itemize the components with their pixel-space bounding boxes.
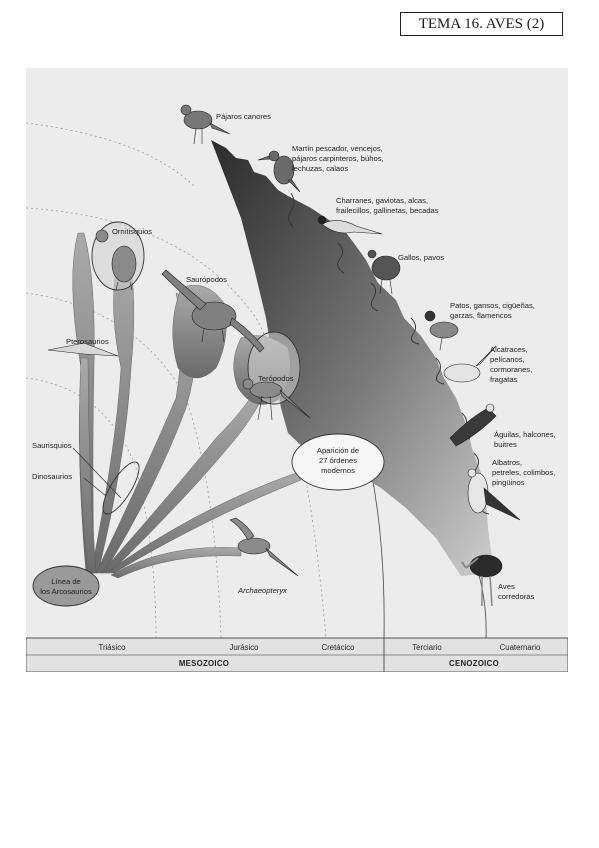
label-alcatraces-4: fragatas [490, 375, 518, 384]
page-title: TEMA 16. AVES (2) [400, 12, 563, 36]
label-albatros-3: pingüinos [492, 478, 525, 487]
label-pajaros-canores: Pájaros canores [216, 112, 271, 121]
label-aparicion-1: Aparición de [316, 446, 360, 455]
label-alcatraces-3: cormoranes, [490, 365, 533, 374]
to-birds-branch [106, 473, 301, 573]
label-albatros-1: Albatros, [492, 458, 522, 467]
label-patos-2: garzas, flamencos [450, 311, 512, 320]
label-linea-2: los Arcosaurios [40, 587, 92, 596]
label-gallos: Gallos, pavos [398, 253, 445, 262]
label-martin-3: lechuzas, calaos [292, 164, 349, 173]
period-triasico: Triásico [98, 643, 126, 652]
era-cenozoico: CENOZOICO [449, 659, 499, 668]
label-patos-1: Patos, gansos, cigüeñas, [450, 301, 535, 310]
songbird-icon [181, 105, 230, 144]
label-alcatraces-2: pelícanos, [490, 355, 525, 364]
label-aparicion-2: 27 órdenes [319, 456, 357, 465]
label-aguilas-1: Águilas, halcones, [494, 430, 556, 439]
label-dinosaurios: Dinosaurios [32, 472, 73, 481]
archosaur-root-ellipse [33, 566, 99, 606]
label-teropodos: Terópodos [258, 374, 294, 383]
label-corredoras-1: Aves [498, 582, 515, 591]
period-terciario: Terciario [412, 643, 442, 652]
period-cretacico: Cretácico [321, 643, 355, 652]
label-corredoras-2: corredoras [498, 592, 535, 601]
era-mesozoico: MESOZOICO [178, 659, 230, 668]
label-saurisquios: Saurisquios [32, 441, 72, 450]
pelican-icon [444, 346, 496, 382]
label-linea-1: Línea de [51, 577, 81, 586]
label-archaeopteryx: Archaeopteryx [238, 586, 287, 595]
phylogeny-figure [26, 68, 568, 672]
archaeopteryx-icon [230, 518, 298, 576]
label-aparicion-3: modernos [321, 466, 355, 475]
label-charranes-1: Charranes, gaviotas, alcas, [336, 196, 429, 205]
label-pterosaurios: Pterosaurios [66, 337, 109, 346]
label-ornitisquios: Ornitisquios [112, 227, 153, 236]
label-martin-2: pájaros carpinteros, búhos, [292, 154, 384, 163]
phylogeny-diagram [26, 68, 568, 672]
label-alcatraces-1: Alcatraces, [490, 345, 528, 354]
time-bar [26, 638, 568, 672]
label-aguilas-2: buitres [494, 440, 517, 449]
period-cuaternario: Cuaternario [499, 643, 541, 652]
label-sauropodos: Saurópodos [186, 275, 227, 284]
label-martin-1: Martín pescador, vencejos, [292, 144, 383, 153]
label-charranes-2: frailecillos, gallinetas, becadas [336, 206, 439, 215]
label-albatros-2: petreles, colimbos, [492, 468, 556, 477]
period-jurasico: Jurásico [229, 643, 259, 652]
